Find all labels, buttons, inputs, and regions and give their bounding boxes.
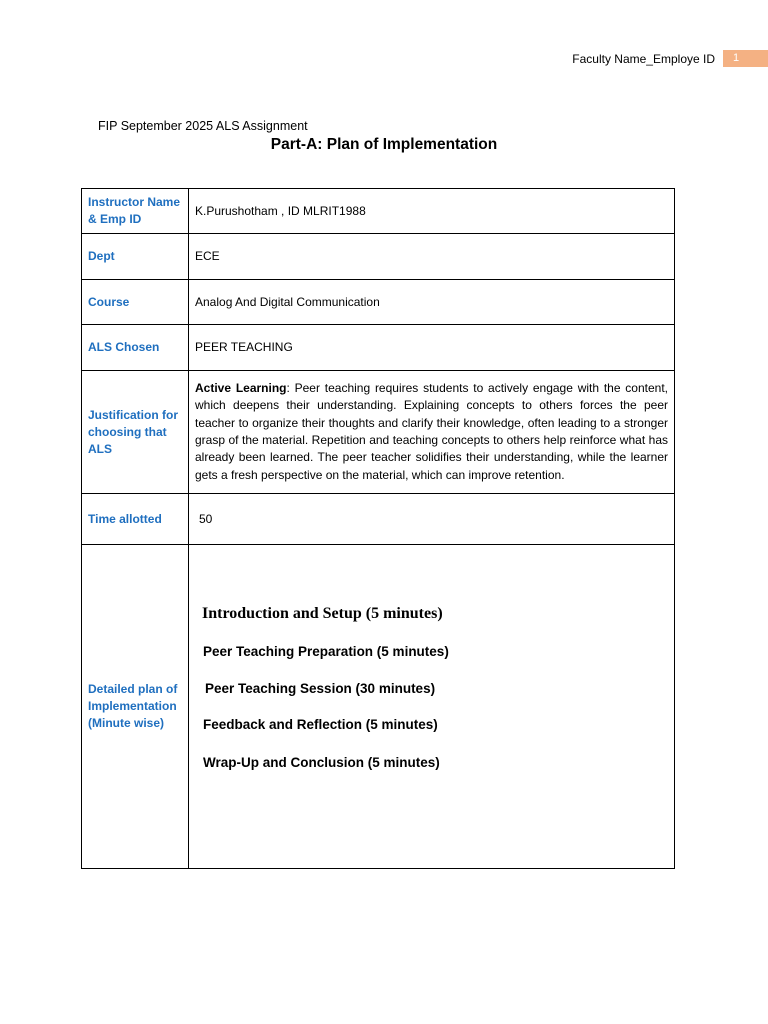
dept-value: ECE [189,234,675,280]
instructor-value: K.Purushotham , ID MLRIT1988 [189,189,675,234]
plan-label: Detailed plan of Implementation (Minute wise) [82,545,189,869]
document-title: Part-A: Plan of Implementation [270,136,498,153]
plan-step: Wrap-Up and Conclusion (5 minutes) [203,755,440,770]
implementation-table [81,188,675,869]
plan-step: Introduction and Setup (5 minutes) [202,605,443,622]
plan-step: Feedback and Reflection (5 minutes) [203,717,438,732]
table-row [82,280,675,325]
page-header [572,50,768,67]
justification-text: : Peer teaching requires students to actively engage with the content, which deepens their understanding. Explaining concepts to others forces the peer teacher to organize their thoughts and clarify their knowledge, often leading to a stronger grasp of the material. Repetition and teaching concepts to others help reinforce what has already been learned. The peer teacher solidifies their understanding, while the learner gets a fresh perspective on the material, which can improve retention. [195,381,669,482]
time-label: Time allotted [82,494,189,545]
table-row [82,234,675,280]
faculty-name-label: Faculty Name_Employe ID [572,51,715,66]
instructor-label: Instructor Name & Emp ID [82,189,189,234]
dept-label: Dept [82,234,189,280]
table-row [82,494,675,545]
table-row [82,371,675,494]
document-subtitle: FIP September 2025 ALS Assignment [98,119,308,133]
plan-step: Peer Teaching Session (30 minutes) [205,681,436,696]
justification-label: Justification for choosing that ALS [82,371,189,494]
plan-step: Peer Teaching Preparation (5 minutes) [203,644,449,659]
als-label: ALS Chosen [82,325,189,371]
justification-value [189,371,675,494]
page-number-badge: 1 [723,50,768,67]
als-value: PEER TEACHING [189,325,675,371]
table-row [82,189,675,234]
plan-steps [189,545,675,869]
course-value: Analog And Digital Communication [189,280,675,325]
course-label: Course [82,280,189,325]
time-value: 50 [189,494,675,545]
table-row [82,325,675,371]
justification-lead: Active Learning [195,381,287,396]
table-row [82,545,675,869]
